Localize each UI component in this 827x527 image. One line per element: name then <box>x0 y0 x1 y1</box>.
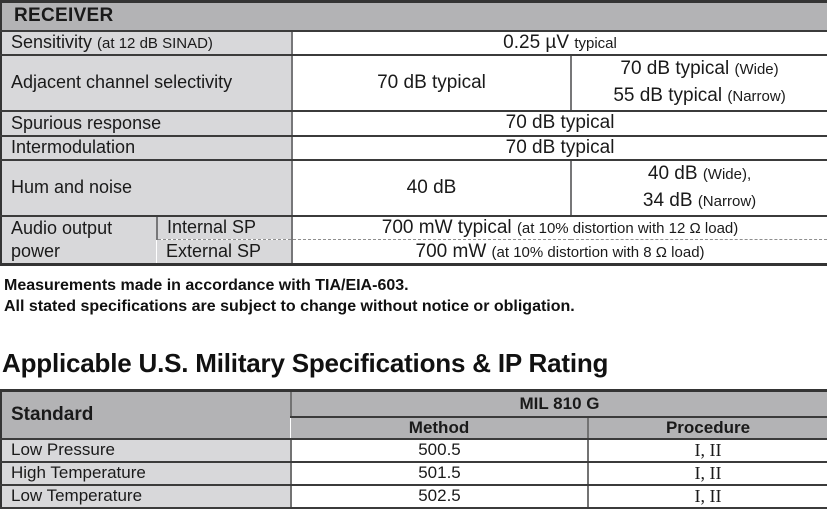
adjacent-value2-wide-main: 70 dB typical <box>620 57 730 79</box>
internal-sp-value: 700 mW typical <box>381 216 512 238</box>
hum-value2-wide-main: 40 dB <box>647 162 698 184</box>
internal-sp-label-cell <box>157 216 292 240</box>
hum-value2-narrow-main: 34 dB <box>642 189 693 211</box>
standard-cell: Low Temperature <box>1 485 291 508</box>
sensitivity-value-cell <box>292 31 827 55</box>
method-cell: 501.5 <box>291 462 588 485</box>
adjacent-value2-narrow-main: 55 dB typical <box>613 84 723 106</box>
row-intermodulation <box>1 136 827 160</box>
mil-group-header-row <box>1 391 827 417</box>
hum-value2-wide-note: (Wide), <box>702 165 752 183</box>
hum-value2-cell <box>571 160 827 216</box>
table-row-low-temperature <box>1 485 827 508</box>
table-row-high-temperature <box>1 462 827 485</box>
receiver-table-title: RECEIVER <box>1 2 827 31</box>
audio-output-label-cell <box>1 216 157 265</box>
spurious-label: Spurious response <box>11 112 162 133</box>
hum-value2-narrow-note: (Narrow) <box>697 192 757 210</box>
external-sp-label-cell <box>157 240 292 265</box>
intermodulation-label: Intermodulation <box>11 137 136 157</box>
spurious-value-cell <box>292 111 827 136</box>
procedure-cell: I, II <box>588 485 827 508</box>
adjacent-value2-narrow <box>572 83 827 110</box>
row-hum-and-noise <box>1 160 827 216</box>
external-sp-value: 700 mW <box>415 240 487 262</box>
method-cell: 502.5 <box>291 485 588 508</box>
sensitivity-value: 0.25 µV <box>503 31 570 53</box>
sensitivity-label: Sensitivity <box>11 32 93 52</box>
intermodulation-label-cell <box>1 136 292 160</box>
procedure-column-header: Procedure <box>588 417 827 439</box>
standard-column-header: Standard <box>1 391 291 439</box>
external-sp-label: External SP <box>166 241 262 261</box>
row-sensitivity <box>1 31 827 55</box>
row-adjacent-selectivity <box>1 55 827 111</box>
internal-sp-note: (at 10% distortion with 12 Ω load) <box>516 219 739 237</box>
adjacent-value2-cell <box>571 55 827 111</box>
hum-value1: 40 dB <box>406 176 457 198</box>
procedure-cell: I, II <box>588 462 827 485</box>
sensitivity-label-cell <box>1 31 292 55</box>
method-column-header: Method <box>291 417 588 439</box>
spurious-value: 70 dB typical <box>505 112 615 133</box>
adjacent-value1: 70 dB typical <box>377 71 486 93</box>
adjacent-value1-cell <box>292 55 571 111</box>
intermodulation-value: 70 dB typical <box>505 136 615 158</box>
standard-cell: High Temperature <box>1 462 291 485</box>
footnotes <box>4 275 827 317</box>
row-audio-internal <box>1 216 827 240</box>
adjacent-label-cell <box>1 55 292 111</box>
standard-cell: Low Pressure <box>1 439 291 462</box>
sensitivity-label-note: (at 12 dB SINAD) <box>97 35 213 52</box>
hum-label: Hum and noise <box>11 177 133 197</box>
hum-value2-wide <box>572 161 827 188</box>
footnote-measurements: Measurements made in accordance with TIA/EIA-603. <box>4 277 409 294</box>
internal-sp-value-cell <box>292 216 827 240</box>
section-heading: Applicable U.S. Military Specifications & IP Rating <box>2 348 609 378</box>
table-row-low-pressure <box>1 439 827 462</box>
receiver-header-row <box>1 2 827 31</box>
adjacent-label: Adjacent channel selectivity <box>11 72 233 92</box>
hum-value2-narrow <box>572 188 827 215</box>
adjacent-value2-wide-note: (Wide) <box>734 60 779 78</box>
method-cell: 500.5 <box>291 439 588 462</box>
military-spec-table <box>0 389 827 509</box>
spurious-label-cell <box>1 111 292 136</box>
audio-output-label: Audio output power <box>11 217 113 261</box>
adjacent-value2-wide <box>572 56 827 83</box>
hum-label-cell <box>1 160 292 216</box>
sensitivity-value-note: typical <box>574 34 617 52</box>
procedure-cell: I, II <box>588 439 827 462</box>
external-sp-note: (at 10% distortion with 8 Ω load) <box>491 243 705 261</box>
internal-sp-label: Internal SP <box>167 217 257 238</box>
footnote-disclaimer: All stated specifications are subject to change without notice or obligation. <box>4 298 575 315</box>
adjacent-value2-narrow-note: (Narrow) <box>727 87 786 105</box>
mil-810g-group-header: MIL 810 G <box>291 391 827 417</box>
external-sp-value-cell <box>292 240 827 265</box>
intermodulation-value-cell <box>292 136 827 160</box>
hum-value1-cell <box>292 160 571 216</box>
row-spurious-response <box>1 111 827 136</box>
